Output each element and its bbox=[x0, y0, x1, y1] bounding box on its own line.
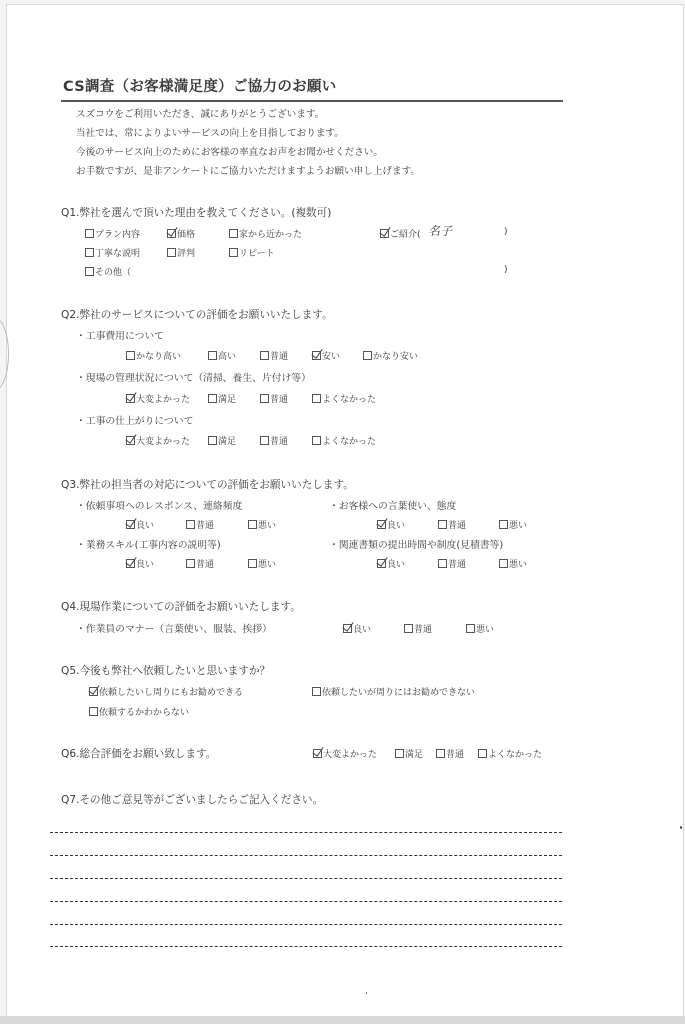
q4-question: Q4.現場作業についての評価をお願いいたします。 bbox=[61, 601, 301, 613]
intro-line-4: お手数ですが、是非アンケートにご協力いただけますようお願い申し上げます。 bbox=[76, 166, 421, 177]
checkbox-checked[interactable] bbox=[167, 229, 176, 238]
q3-skill-option-normal[interactable]: 普通 bbox=[186, 557, 214, 570]
q1-other-close-paren: ) bbox=[504, 265, 508, 275]
q6-option-very-good[interactable]: 大変よかった bbox=[313, 747, 377, 760]
checkbox[interactable] bbox=[363, 351, 372, 360]
q4-option-bad[interactable]: 悪い bbox=[466, 622, 494, 635]
q6-question: Q6.総合評価をお願い致します。 bbox=[61, 748, 217, 760]
q6-option-satisfied[interactable]: 満足 bbox=[395, 747, 423, 760]
q3-response-option-good[interactable]: 良い bbox=[126, 518, 154, 531]
checkbox-checked[interactable] bbox=[89, 687, 98, 696]
q7-answer-line[interactable] bbox=[50, 924, 562, 925]
scan-speck bbox=[680, 826, 682, 829]
checkbox[interactable] bbox=[208, 436, 217, 445]
q2-finish-option-very-good[interactable]: 大変よかった bbox=[126, 434, 190, 447]
q1-referral-close-paren: ) bbox=[504, 227, 508, 237]
q3-response-option-bad[interactable]: 悪い bbox=[248, 518, 276, 531]
q6-option-not-good[interactable]: よくなかった bbox=[478, 747, 542, 760]
checkbox[interactable] bbox=[312, 436, 321, 445]
q3-skill-option-good[interactable]: 良い bbox=[126, 557, 154, 570]
q1-option-nearby[interactable]: 家から近かった bbox=[229, 227, 302, 240]
checkbox[interactable] bbox=[85, 248, 94, 257]
q2-question: Q2.弊社のサービスについての評価をお願いいたします。 bbox=[61, 309, 333, 321]
q7-answer-line[interactable] bbox=[50, 901, 562, 902]
checkbox[interactable] bbox=[395, 749, 404, 758]
q2-site-option-not-good[interactable]: よくなかった bbox=[312, 392, 376, 405]
q1-option-other[interactable]: その他（ bbox=[85, 265, 131, 278]
checkbox[interactable] bbox=[466, 624, 475, 633]
q5-option-recommend[interactable]: 依頼したいし周りにもお勧めできる bbox=[89, 685, 243, 698]
checkbox[interactable] bbox=[260, 351, 269, 360]
checkbox[interactable] bbox=[260, 436, 269, 445]
checkbox[interactable] bbox=[499, 559, 508, 568]
checkbox-checked[interactable] bbox=[380, 229, 389, 238]
q5-option-unsure[interactable]: 依頼するかわからない bbox=[89, 705, 189, 718]
q3-item-manner-label: ・お客様への言葉使い、態度 bbox=[329, 501, 457, 512]
checkbox[interactable] bbox=[85, 267, 94, 276]
checkbox-checked[interactable] bbox=[377, 559, 386, 568]
q2-finish-option-satisfied[interactable]: 満足 bbox=[208, 434, 236, 447]
checkbox-checked[interactable] bbox=[126, 436, 135, 445]
q1-question: Q1.弊社を選んで頂いた理由を教えてください。(複数可) bbox=[61, 207, 332, 219]
checkbox-checked[interactable] bbox=[313, 749, 322, 758]
q7-answer-line[interactable] bbox=[50, 855, 562, 856]
q7-answer-line[interactable] bbox=[50, 946, 562, 947]
checkbox[interactable] bbox=[436, 749, 445, 758]
q4-option-good[interactable]: 良い bbox=[343, 622, 371, 635]
q3-question: Q3.弊社の担当者の対応についての評価をお願いいたします。 bbox=[61, 479, 354, 491]
q2-cost-option-very-cheap[interactable]: かなり安い bbox=[363, 349, 418, 362]
q1-referral-handwriting: 名子 bbox=[428, 224, 453, 238]
checkbox-checked[interactable] bbox=[312, 351, 321, 360]
checkbox[interactable] bbox=[85, 229, 94, 238]
checkbox[interactable] bbox=[167, 248, 176, 257]
checkbox[interactable] bbox=[404, 624, 413, 633]
checkbox[interactable] bbox=[126, 351, 135, 360]
q2-cost-option-normal[interactable]: 普通 bbox=[260, 349, 288, 362]
q1-option-reputation[interactable]: 評判 bbox=[167, 246, 195, 259]
q4-option-normal[interactable]: 普通 bbox=[404, 622, 432, 635]
q2-item-finish-label: ・工事の仕上がりについて bbox=[76, 416, 194, 427]
q3-manner-option-normal[interactable]: 普通 bbox=[438, 518, 466, 531]
q4-item-label: ・作業員のマナー（言葉使い、服装、挨拶） bbox=[76, 624, 272, 635]
checkbox[interactable] bbox=[89, 707, 98, 716]
checkbox[interactable] bbox=[229, 248, 238, 257]
checkbox[interactable] bbox=[186, 559, 195, 568]
q3-item-response-label: ・依頼事項へのレスポンス、連絡頻度 bbox=[76, 501, 243, 512]
q2-site-option-satisfied[interactable]: 満足 bbox=[208, 392, 236, 405]
q2-cost-option-cheap[interactable]: 安い bbox=[312, 349, 340, 362]
q2-item-cost-label: ・工事費用について bbox=[76, 331, 164, 342]
checkbox-checked[interactable] bbox=[343, 624, 352, 633]
checkbox[interactable] bbox=[208, 394, 217, 403]
checkbox[interactable] bbox=[186, 520, 195, 529]
checkbox[interactable] bbox=[229, 229, 238, 238]
intro-line-2: 当社では、常によりよいサービスの向上を目指しております。 bbox=[76, 128, 344, 139]
q3-documents-option-normal[interactable]: 普通 bbox=[438, 557, 466, 570]
scan-speck bbox=[366, 992, 367, 994]
title-underline bbox=[61, 100, 563, 102]
q2-cost-option-very-high[interactable]: かなり高い bbox=[126, 349, 181, 362]
q3-item-documents-label: ・関連書類の提出時間や制度(見積書等) bbox=[329, 540, 504, 551]
intro-line-1: スズコウをご利用いただき、誠にありがとうございます。 bbox=[76, 109, 325, 120]
q3-response-option-normal[interactable]: 普通 bbox=[186, 518, 214, 531]
checkbox[interactable] bbox=[438, 559, 447, 568]
checkbox-checked[interactable] bbox=[377, 520, 386, 529]
q1-option-referral[interactable]: ご紹介( bbox=[380, 227, 421, 240]
q7-question: Q7.その他ご意見等がございましたらご記入ください。 bbox=[61, 794, 324, 806]
checkbox[interactable] bbox=[312, 394, 321, 403]
q1-option-repeat[interactable]: リピート bbox=[229, 246, 275, 259]
checkbox[interactable] bbox=[260, 394, 269, 403]
q1-option-price[interactable]: 価格 bbox=[167, 227, 195, 240]
q2-item-site-label: ・現場の管理状況について（清掃、養生、片付け等） bbox=[76, 373, 311, 384]
q7-answer-line[interactable] bbox=[50, 878, 562, 879]
q3-documents-option-good[interactable]: 良い bbox=[377, 557, 405, 570]
page-shadow bbox=[0, 1016, 685, 1024]
q3-item-skill-label: ・業務スキル(工事内容の説明等) bbox=[76, 540, 221, 551]
q3-manner-option-good[interactable]: 良い bbox=[377, 518, 405, 531]
q7-answer-line[interactable] bbox=[50, 832, 562, 833]
checkbox-checked[interactable] bbox=[126, 520, 135, 529]
q3-documents-option-bad[interactable]: 悪い bbox=[499, 557, 527, 570]
q2-finish-option-not-good[interactable]: よくなかった bbox=[312, 434, 376, 447]
checkbox[interactable] bbox=[248, 559, 257, 568]
checkbox[interactable] bbox=[499, 520, 508, 529]
q2-site-option-normal[interactable]: 普通 bbox=[260, 392, 288, 405]
q5-question: Q5.今後も弊社へ依頼したいと思いますか？ bbox=[61, 665, 271, 677]
checkbox-checked[interactable] bbox=[126, 394, 135, 403]
q3-manner-option-bad[interactable]: 悪い bbox=[499, 518, 527, 531]
checkbox-checked[interactable] bbox=[126, 559, 135, 568]
intro-line-3: 今後のサービス向上のためにお客様の率直なお声をお聞かせください。 bbox=[76, 147, 383, 158]
checkbox[interactable] bbox=[312, 687, 321, 696]
checkbox[interactable] bbox=[478, 749, 487, 758]
checkbox[interactable] bbox=[248, 520, 257, 529]
q3-skill-option-bad[interactable]: 悪い bbox=[248, 557, 276, 570]
page-title: CS調査（お客様満足度）ご協力のお願い bbox=[63, 79, 337, 95]
q2-finish-option-normal[interactable]: 普通 bbox=[260, 434, 288, 447]
q6-option-normal[interactable]: 普通 bbox=[436, 747, 464, 760]
q5-option-no-recommend[interactable]: 依頼したいが周りにはお勧めできない bbox=[312, 685, 475, 698]
q2-cost-option-high[interactable]: 高い bbox=[208, 349, 236, 362]
checkbox[interactable] bbox=[208, 351, 217, 360]
q1-option-plan[interactable]: プラン内容 bbox=[85, 227, 140, 240]
q1-option-explanation[interactable]: 丁寧な説明 bbox=[85, 246, 140, 259]
checkbox[interactable] bbox=[438, 520, 447, 529]
q2-site-option-very-good[interactable]: 大変よかった bbox=[126, 392, 190, 405]
